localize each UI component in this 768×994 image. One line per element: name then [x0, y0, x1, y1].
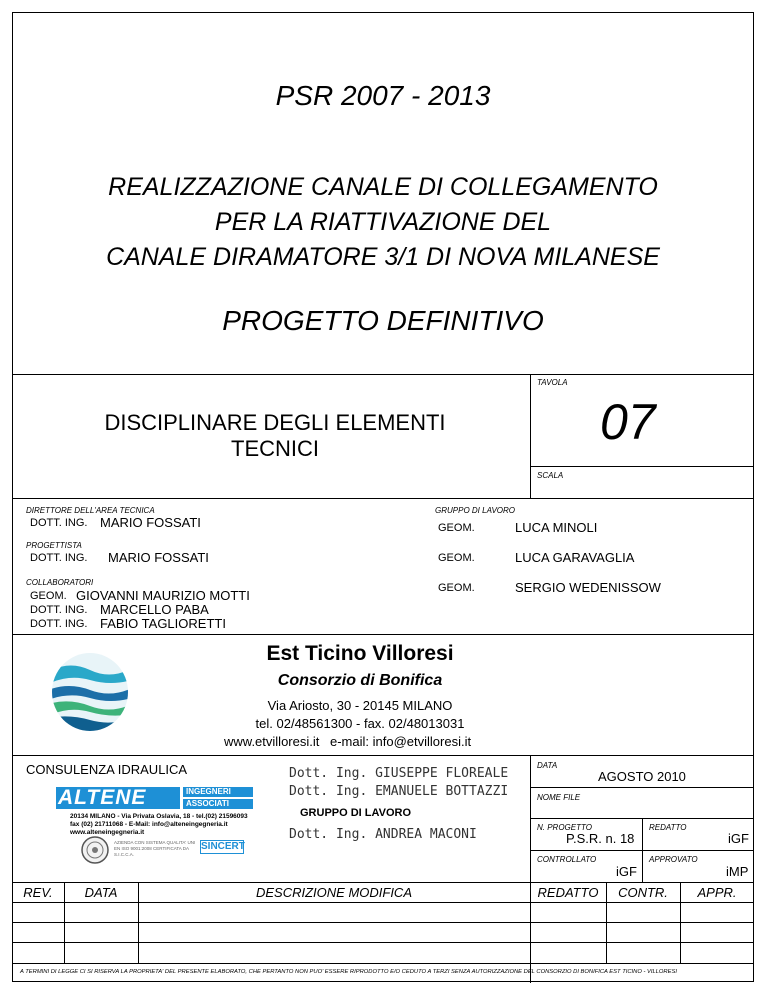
consulting-label: CONSULENZA IDRAULICA	[26, 762, 188, 777]
phase-title: PROGETTO DEFINITIVO	[222, 305, 544, 336]
designer-title: DOTT. ING.	[30, 552, 88, 564]
document-title: DISCIPLINARE DEGLI ELEMENTI TECNICI	[104, 410, 446, 461]
collaborator-title: GEOM.	[30, 590, 67, 602]
consortium-subtitle: Consorzio di Bonifica	[277, 672, 443, 689]
descrizione-header: DESCRIZIONE MODIFICA	[255, 885, 412, 900]
working-group-title: GEOM.	[438, 582, 475, 594]
collaborator-name: GIOVANNI MAURIZIO MOTTI	[76, 588, 250, 603]
engineer-name: Dott. Ing. EMANUELE BOTTAZZI	[289, 784, 509, 799]
rev-header: REV.	[23, 885, 53, 900]
divider	[12, 374, 754, 375]
collaborator-title: DOTT. ING.	[30, 604, 88, 616]
designer-label: PROGETTISTA	[26, 541, 82, 550]
designer-name: MARIO FOSSATI	[108, 550, 209, 565]
working-group-label: GRUPPO DI LAVORO	[435, 506, 516, 515]
engineer-name: Dott. Ing. GIUSEPPE FLOREALE	[289, 766, 509, 781]
redatto-label: REDATTO	[649, 823, 687, 832]
redatto-header: REDATTO	[537, 885, 599, 900]
n-progetto-label: N. PROGETTO	[537, 823, 592, 832]
consortium-address: Via Ariosto, 30 - 20145 MILANO	[267, 698, 453, 713]
director-title: DOTT. ING.	[30, 517, 88, 529]
redatto-value: iGF	[728, 831, 749, 846]
scala-label: SCALA	[537, 471, 564, 480]
cert-text: AZIENDA CON SISTEMA QUALITA' UNI EN ISO 9001:2008 CERTIFICATA DA S.I.C.C.A.	[114, 840, 196, 857]
tavola-number: 07	[600, 394, 656, 450]
consulting-group-label: GRUPPO DI LAVORO	[300, 807, 412, 819]
divider	[12, 498, 754, 499]
approvato-value: iMP	[726, 864, 749, 879]
director-name: MARIO FOSSATI	[100, 515, 201, 530]
nome-file-label: NOME FILE	[537, 793, 581, 802]
consortium-name: Est Ticino Villoresi	[266, 642, 454, 665]
n-progetto-value: P.S.R. n. 18	[566, 831, 635, 846]
tavola-label: TAVOLA	[537, 378, 568, 387]
program-title: PSR 2007 - 2013	[275, 80, 491, 111]
collaborators-label: COLLABORATORI	[26, 578, 94, 587]
working-group-title: GEOM.	[438, 522, 475, 534]
collaborator-name: FABIO TAGLIORETTI	[100, 616, 226, 631]
certification-seal-icon	[80, 835, 110, 865]
collaborator-name: MARCELLO PABA	[100, 602, 209, 617]
collaborator-title: DOTT. ING.	[30, 618, 88, 630]
working-group-name: LUCA GARAVAGLIA	[515, 550, 635, 565]
consortium-web: www.etvilloresi.it	[224, 734, 320, 749]
working-group-name: LUCA MINOLI	[515, 520, 598, 535]
data-value: AGOSTO 2010	[598, 769, 686, 784]
controllato-value: iGF	[616, 864, 637, 879]
consulting-group-member: Dott. Ing. ANDREA MACONI	[289, 827, 477, 842]
altene-contact: 20134 MILANO - Via Privata Oslavia, 18 - tel.(02) 21596093 fax (02) 21711068 - E-Mail: info@alteneingegneria.it www.alteneingegneria.it	[70, 813, 248, 836]
working-group-title: GEOM.	[438, 552, 475, 564]
divider	[12, 634, 754, 635]
consortium-phone: tel. 02/48561300 - fax. 02/48013031	[255, 716, 465, 731]
data-label: DATA	[537, 761, 558, 770]
appr-header: APPR.	[697, 885, 737, 900]
data-header: DATA	[84, 885, 118, 900]
project-title: REALIZZAZIONE CANALE DI COLLEGAMENTO PER LA RIATTIVAZIONE DEL CANALE DIRAMATORE 3/1 DI NOVA MILANESE	[106, 173, 660, 271]
working-group-name: SERGIO WEDENISSOW	[515, 580, 661, 595]
legal-notice: A TERMINI DI LEGGE CI SI RISERVA LA PROPRIETA' DEL PRESENTE ELABORATO, CHE PERTANTO NON PUO' ESSERE RIPRODOTTO E/O CEDUTO A TERZI SENZA AUTORIZZAZIONE DEL CONSORZIO DI BONIFICA EST TICINO - VILLORESI	[20, 969, 677, 975]
sincert-logo: SINCERT	[201, 841, 245, 852]
contr-header: CONTR.	[618, 885, 668, 900]
consortium-logo	[48, 650, 132, 734]
director-label: DIRETTORE DELL'AREA TECNICA	[26, 506, 155, 515]
consortium-email: e-mail: info@etvilloresi.it	[330, 734, 472, 749]
altene-logo-text: ALTENE	[58, 786, 147, 809]
controllato-label: CONTROLLATO	[537, 855, 597, 864]
approvato-label: APPROVATO	[649, 855, 698, 864]
divider	[12, 755, 754, 756]
